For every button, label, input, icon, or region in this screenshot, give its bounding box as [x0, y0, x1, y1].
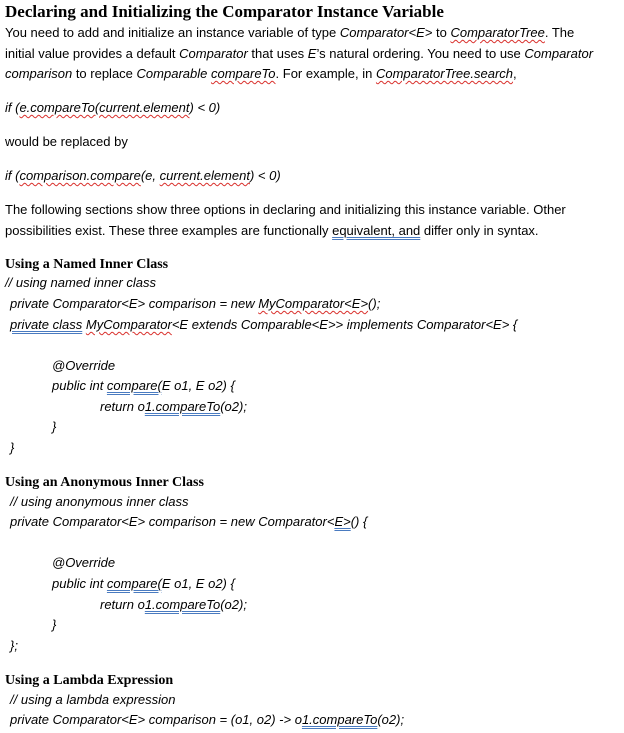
lambda-declaration: private Comparator<E> comparison = (o1, o2) -> o1.compareTo(o2);: [10, 712, 405, 727]
named-comment: // using named inner class: [5, 275, 157, 290]
intro-line-2: initial value provides a default Comparator that uses E’s natural ordering. You need to use Comparator: [5, 46, 594, 61]
anonymous-declaration: private Comparator<E> comparison = new Comparator<E>() {: [10, 514, 368, 529]
anonymous-method-signature: public int compare(E o1, E o2) {: [52, 576, 235, 591]
named-inner-class-heading: Using a Named Inner Class: [5, 257, 169, 272]
anonymous-inner-class-heading: Using an Anonymous Inner Class: [5, 475, 204, 490]
named-method-close: }: [52, 419, 57, 434]
lambda-expression-heading: Using a Lambda Expression: [5, 673, 174, 688]
anonymous-return: return o1.compareTo(o2);: [100, 597, 247, 612]
named-declaration: private Comparator<E> comparison = new MyComparator<E>();: [10, 296, 381, 311]
named-override: @Override: [52, 358, 116, 373]
named-method-signature: public int compare(E o1, E o2) {: [52, 378, 235, 393]
sections-line-1: The following sections show three options in declaring and initializing this instance variable. Other: [5, 202, 566, 217]
named-class-header: private class MyComparator<E extends Comparable<E>> implements Comparator<E> {: [10, 317, 518, 332]
example-comparison: if (comparison.compare(e, current.element) < 0): [5, 168, 281, 183]
anonymous-override: @Override: [52, 555, 116, 570]
named-class-close: }: [10, 440, 15, 455]
named-return: return o1.compareTo(o2);: [100, 399, 247, 414]
sections-line-2: possibilities exist. These three examples are functionally equivalent, and differ only in syntax.: [5, 223, 539, 238]
anonymous-comment: // using anonymous inner class: [10, 494, 189, 509]
anonymous-class-close: };: [10, 638, 18, 653]
anonymous-method-close: }: [52, 617, 57, 632]
replaced-by-text: would be replaced by: [5, 134, 128, 149]
lambda-comment: // using a lambda expression: [10, 692, 176, 707]
intro-line-1: You need to add and initialize an instance variable of type Comparator<E> to ComparatorTree. The: [5, 25, 575, 40]
intro-line-3: comparison to replace Comparable compareTo. For example, in ComparatorTree.search,: [5, 66, 517, 81]
document-heading: Declaring and Initializing the Comparator Instance Variable: [5, 2, 444, 21]
example-compareto: if (e.compareTo(current.element) < 0): [5, 100, 221, 115]
